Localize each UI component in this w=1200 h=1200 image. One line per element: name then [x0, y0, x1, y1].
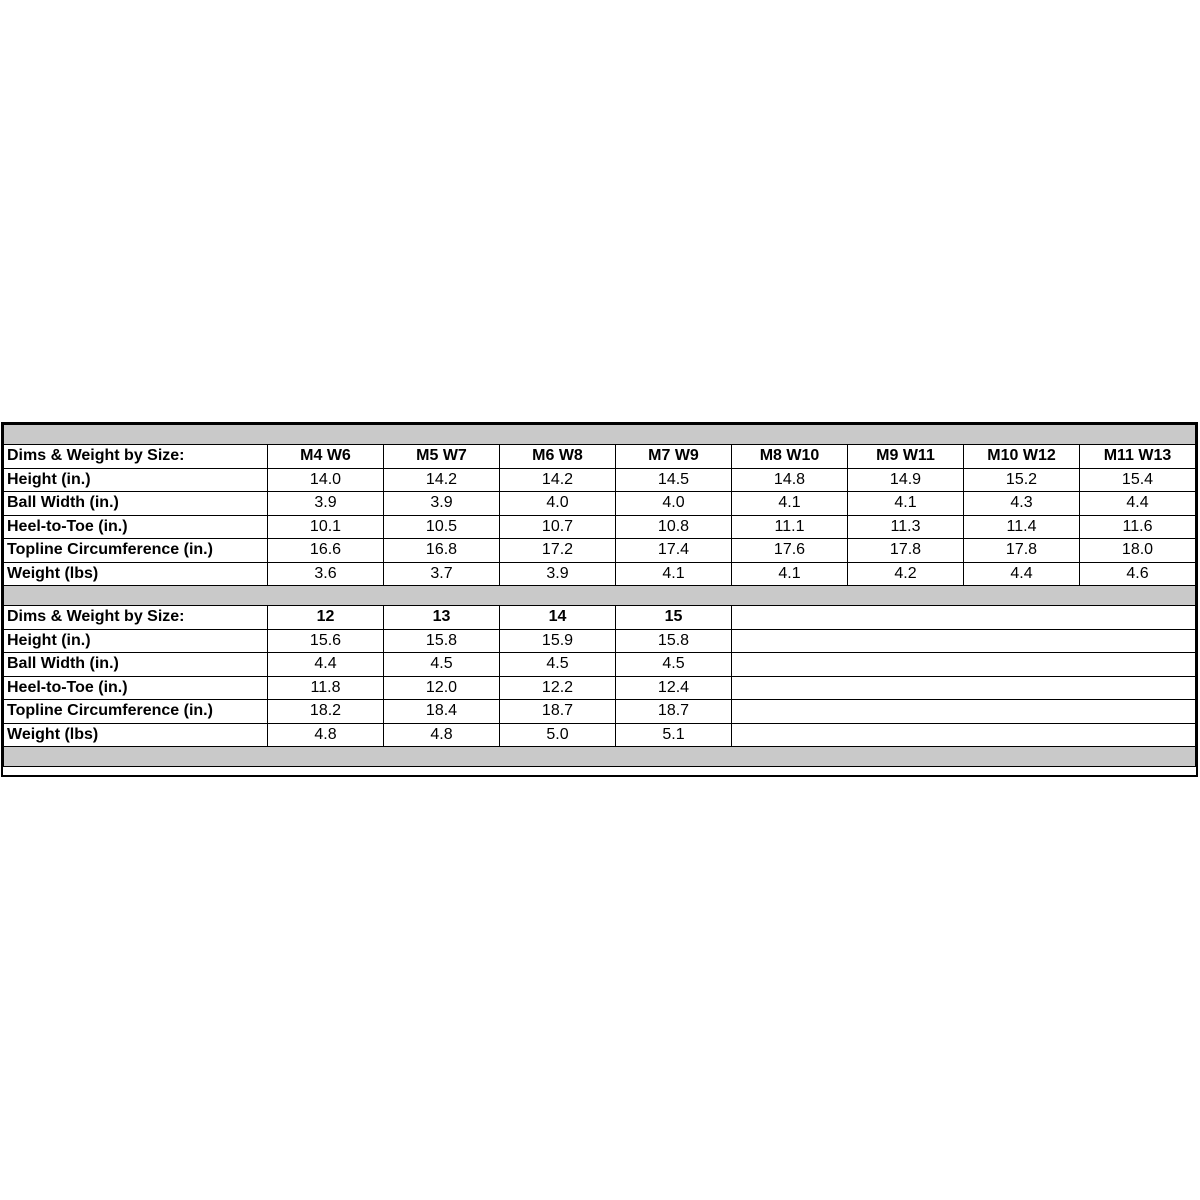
empty-cell [732, 723, 1196, 747]
table-cell: 15.4 [1080, 468, 1196, 492]
table-cell: 3.9 [384, 492, 500, 516]
row-label: Heel-to-Toe (in.) [4, 676, 268, 700]
table1-row-weight [4, 562, 1196, 586]
table-cell: 14.8 [732, 468, 848, 492]
table-cell: 4.2 [848, 562, 964, 586]
table-cell: 4.5 [616, 653, 732, 677]
top-band-row [4, 425, 1196, 445]
table-cell: 11.4 [964, 515, 1080, 539]
table-cell: 4.4 [964, 562, 1080, 586]
table-cell: 4.0 [500, 492, 616, 516]
table-cell: 18.2 [268, 700, 384, 724]
table-cell: 16.6 [268, 539, 384, 563]
row-label: Topline Circumference (in.) [4, 700, 268, 724]
row-label: Heel-to-Toe (in.) [4, 515, 268, 539]
table2-header-label: Dims & Weight by Size: [4, 606, 268, 630]
table2-row-ball-width [4, 653, 1196, 677]
table-cell: 17.2 [500, 539, 616, 563]
table-cell: 18.7 [616, 700, 732, 724]
gray-band [4, 747, 1196, 767]
table-cell: 14.2 [384, 468, 500, 492]
table-cell: 10.1 [268, 515, 384, 539]
empty-cell [732, 676, 1196, 700]
table-cell: 11.3 [848, 515, 964, 539]
table-cell: 18.4 [384, 700, 500, 724]
empty-cell [732, 629, 1196, 653]
table-cell: 15.6 [268, 629, 384, 653]
empty-cell [732, 700, 1196, 724]
table-cell: 15.2 [964, 468, 1080, 492]
table-cell: 4.1 [732, 492, 848, 516]
table-cell: 4.1 [616, 562, 732, 586]
table-cell: 3.7 [384, 562, 500, 586]
row-label: Ball Width (in.) [4, 653, 268, 677]
table-cell: 5.0 [500, 723, 616, 747]
table-cell: 4.3 [964, 492, 1080, 516]
empty-cell [732, 653, 1196, 677]
table1-header-row [4, 445, 1196, 469]
table2-row-height [4, 629, 1196, 653]
row-label: Ball Width (in.) [4, 492, 268, 516]
table-cell: 5.1 [616, 723, 732, 747]
table1-size-header: M10 W12 [964, 445, 1080, 469]
table-cell: 4.1 [848, 492, 964, 516]
table-cell: 15.9 [500, 629, 616, 653]
table-cell: 10.8 [616, 515, 732, 539]
table1-size-header: M4 W6 [268, 445, 384, 469]
table1-size-header: M9 W11 [848, 445, 964, 469]
row-label: Weight (lbs) [4, 723, 268, 747]
table-cell: 18.0 [1080, 539, 1196, 563]
table-cell: 15.8 [384, 629, 500, 653]
table1-size-header: M5 W7 [384, 445, 500, 469]
table-cell: 17.6 [732, 539, 848, 563]
table-cell: 14.5 [616, 468, 732, 492]
gray-band [4, 586, 1196, 606]
table-cell: 3.9 [268, 492, 384, 516]
table1-row-topline [4, 539, 1196, 563]
table2-size-header: 13 [384, 606, 500, 630]
table-cell: 12.4 [616, 676, 732, 700]
table-cell: 4.6 [1080, 562, 1196, 586]
table-cell: 18.7 [500, 700, 616, 724]
table-cell: 15.8 [616, 629, 732, 653]
table1-row-ball-width [4, 492, 1196, 516]
table-cell: 12.2 [500, 676, 616, 700]
table-cell: 4.8 [268, 723, 384, 747]
bottom-band-row [4, 747, 1196, 767]
table-cell: 4.4 [1080, 492, 1196, 516]
table-cell: 10.7 [500, 515, 616, 539]
table-cell: 14.9 [848, 468, 964, 492]
table2-row-weight [4, 723, 1196, 747]
row-label: Weight (lbs) [4, 562, 268, 586]
table2-size-header: 15 [616, 606, 732, 630]
table-cell: 14.0 [268, 468, 384, 492]
table-cell: 17.8 [848, 539, 964, 563]
table-cell: 3.9 [500, 562, 616, 586]
size-chart-table [3, 424, 1196, 767]
table-cell: 11.1 [732, 515, 848, 539]
table2-size-header: 14 [500, 606, 616, 630]
table-cell: 14.2 [500, 468, 616, 492]
table-cell: 4.5 [384, 653, 500, 677]
table-cell: 4.0 [616, 492, 732, 516]
table1-row-height [4, 468, 1196, 492]
table1-size-header: M11 W13 [1080, 445, 1196, 469]
table2-header-row [4, 606, 1196, 630]
size-chart-sheet [1, 422, 1198, 777]
row-label: Height (in.) [4, 468, 268, 492]
table2-row-heel-to-toe [4, 676, 1196, 700]
empty-cell [732, 606, 1196, 630]
table-cell: 3.6 [268, 562, 384, 586]
table-cell: 10.5 [384, 515, 500, 539]
table-cell: 4.8 [384, 723, 500, 747]
table-cell: 17.8 [964, 539, 1080, 563]
row-label: Topline Circumference (in.) [4, 539, 268, 563]
table-cell: 4.1 [732, 562, 848, 586]
table-cell: 17.4 [616, 539, 732, 563]
middle-band-row [4, 586, 1196, 606]
gray-band [4, 425, 1196, 445]
table-cell: 4.5 [500, 653, 616, 677]
table-cell: 11.6 [1080, 515, 1196, 539]
table2-row-topline [4, 700, 1196, 724]
row-label: Height (in.) [4, 629, 268, 653]
table1-size-header: M7 W9 [616, 445, 732, 469]
table-cell: 16.8 [384, 539, 500, 563]
table2-size-header: 12 [268, 606, 384, 630]
table1-row-heel-to-toe [4, 515, 1196, 539]
table1-size-header: M8 W10 [732, 445, 848, 469]
table-cell: 4.4 [268, 653, 384, 677]
table1-header-label: Dims & Weight by Size: [4, 445, 268, 469]
table-cell: 12.0 [384, 676, 500, 700]
table-cell: 11.8 [268, 676, 384, 700]
table1-size-header: M6 W8 [500, 445, 616, 469]
